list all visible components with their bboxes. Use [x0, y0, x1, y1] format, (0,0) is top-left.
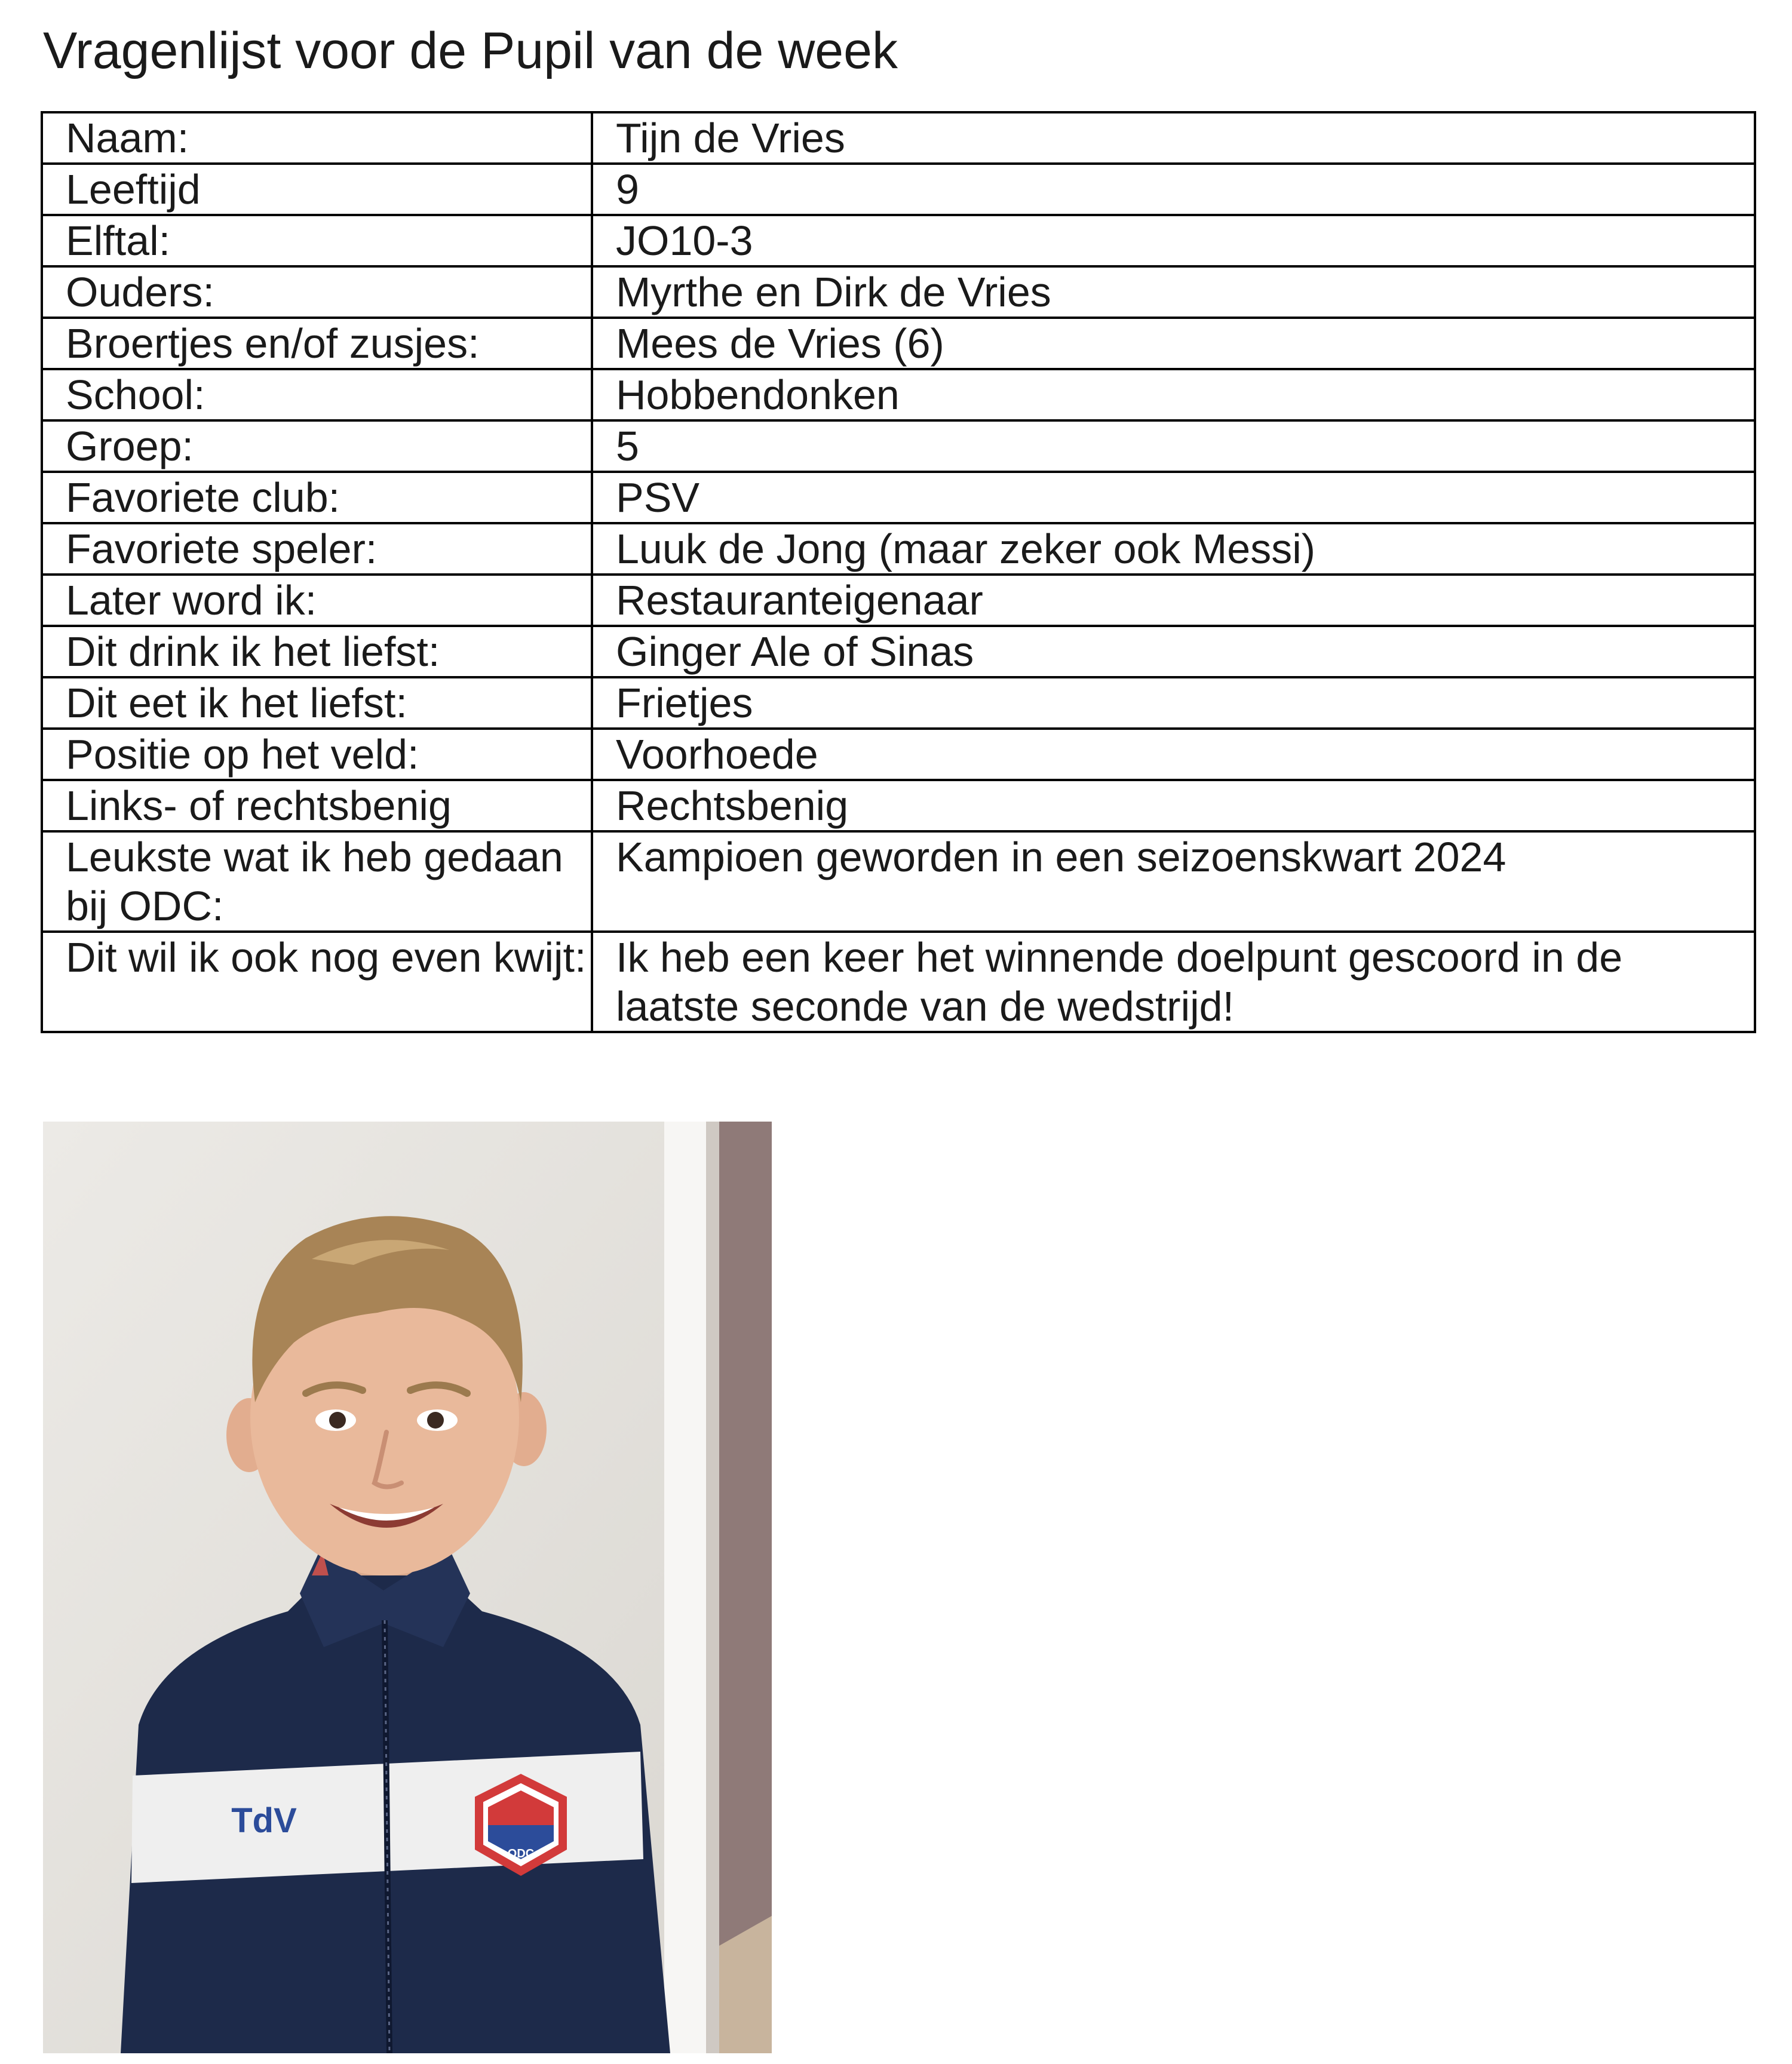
row-value: Ik heb een keer het winnende doelpunt gescoord in de laatste seconde van de wedstrijd!: [592, 932, 1755, 1032]
row-label: Later word ik:: [42, 575, 592, 626]
row-value: Tijn de Vries: [592, 112, 1755, 164]
row-value: PSV: [592, 472, 1755, 523]
row-value: Luuk de Jong (maar zeker ook Messi): [592, 523, 1755, 575]
table-row: [42, 677, 1755, 729]
table-row: [42, 472, 1755, 523]
right-pupil: [427, 1412, 444, 1429]
row-value: Kampioen geworden in een seizoenskwart 2024: [592, 831, 1755, 932]
door-frame-shadow: [706, 1122, 719, 2053]
row-label: Leukste wat ik heb gedaan bij ODC:: [42, 831, 592, 932]
questionnaire-table: [41, 111, 1756, 1033]
badge-text: ODC: [507, 1847, 535, 1860]
row-label: Naam:: [42, 112, 592, 164]
table-row: [42, 932, 1755, 1032]
row-value: Frietjes: [592, 677, 1755, 729]
pupil-photo: [43, 1122, 772, 2053]
row-label: Elftal:: [42, 215, 592, 266]
row-label: Favoriete club:: [42, 472, 592, 523]
row-value: JO10-3: [592, 215, 1755, 266]
table-row: [42, 575, 1755, 626]
row-label: Links- of rechtsbenig: [42, 780, 592, 831]
row-label: Leeftijd: [42, 164, 592, 215]
odc-badge: [479, 1779, 563, 1871]
row-value: Ginger Ale of Sinas: [592, 626, 1755, 677]
row-value: Restauranteigenaar: [592, 575, 1755, 626]
row-label: Ouders:: [42, 266, 592, 318]
row-value: 9: [592, 164, 1755, 215]
row-label: Groep:: [42, 420, 592, 472]
row-label: School:: [42, 369, 592, 420]
row-value: 5: [592, 420, 1755, 472]
row-value: Voorhoede: [592, 729, 1755, 780]
left-pupil: [329, 1412, 346, 1429]
row-value: Rechtsbenig: [592, 780, 1755, 831]
table-row: [42, 112, 1755, 164]
page-title: Vragenlijst voor de Pupil van de week: [43, 22, 898, 79]
table-row: [42, 420, 1755, 472]
table-row: [42, 318, 1755, 369]
hallway-wall: [719, 1122, 772, 2053]
row-label: Dit drink ik het liefst:: [42, 626, 592, 677]
door-frame: [664, 1122, 706, 2053]
row-label: Positie op het veld:: [42, 729, 592, 780]
row-value: Hobbendonken: [592, 369, 1755, 420]
row-label: Dit eet ik het liefst:: [42, 677, 592, 729]
table-row: [42, 266, 1755, 318]
table-row: [42, 523, 1755, 575]
row-label: Favoriete speler:: [42, 523, 592, 575]
row-value: Myrthe en Dirk de Vries: [592, 266, 1755, 318]
jacket-initials: TdV: [231, 1801, 297, 1840]
table-row: [42, 831, 1755, 932]
row-label: Dit wil ik ook nog even kwijt:: [42, 932, 592, 1032]
table-row: [42, 164, 1755, 215]
row-value: Mees de Vries (6): [592, 318, 1755, 369]
table-row: [42, 729, 1755, 780]
row-label: Broertjes en/of zusjes:: [42, 318, 592, 369]
table-row: [42, 780, 1755, 831]
table-row: [42, 369, 1755, 420]
table-row: [42, 215, 1755, 266]
table-row: [42, 626, 1755, 677]
